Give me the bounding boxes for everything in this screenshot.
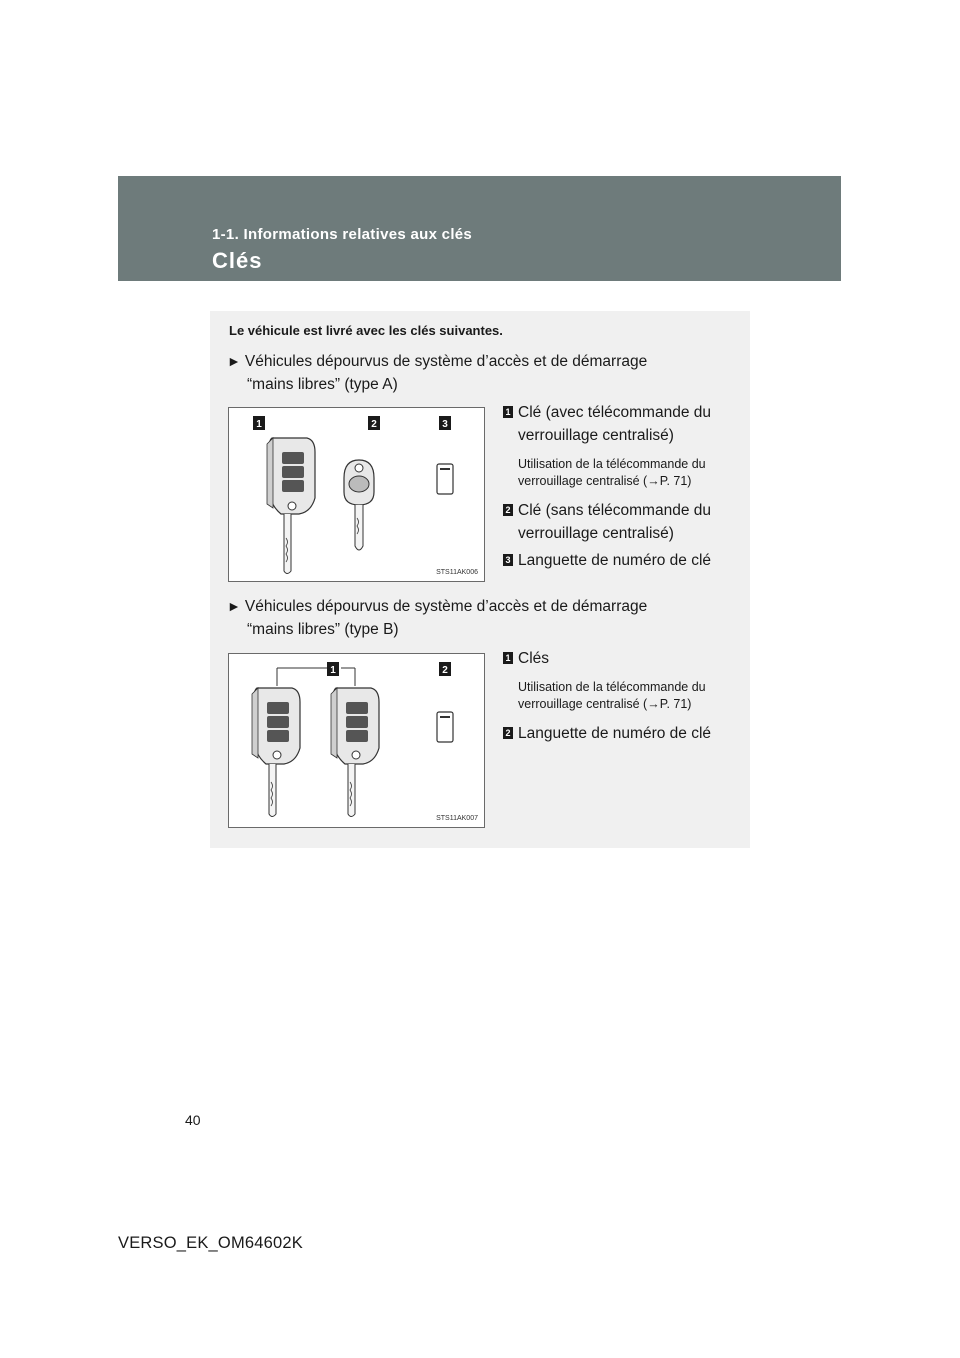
legend-item [503, 549, 735, 572]
keys-illustration-a [229, 408, 484, 581]
page-title: Clés [212, 248, 263, 273]
bullet-arrow-icon: ► [227, 598, 241, 614]
legend-number: 3 [503, 554, 513, 566]
figure-code: STS11AK007 [436, 815, 478, 822]
remote-key-icon [267, 438, 315, 574]
bullet-arrow-icon: ► [227, 353, 241, 369]
section-title: 1-1. Informations relatives aux clés [212, 226, 473, 243]
bullet-text-cont: “mains libres” (type B) [247, 621, 399, 638]
callout-label-1: 1 [256, 419, 262, 430]
bullet-type-b [227, 595, 727, 641]
figure-keys-type-b [228, 653, 485, 828]
keys-illustration-b [229, 654, 484, 827]
legend-text: Languette de numéro de clé [518, 552, 712, 569]
key-number-tag-icon [437, 464, 453, 494]
legend-type-a [503, 401, 735, 572]
page-number: 40 [185, 1112, 201, 1128]
legend-item [503, 499, 735, 545]
legend-item [503, 401, 735, 447]
legend-item [503, 647, 735, 670]
legend-note: Utilisation de la télécommande du verrouillage centralisé (→P. 71) [518, 457, 706, 488]
content-panel [210, 311, 750, 848]
legend-text: Languette de numéro de clé [518, 725, 712, 742]
bullet-text-cont: “mains libres” (type A) [247, 376, 398, 393]
remote-key-icon [252, 688, 300, 817]
remote-key-icon [331, 688, 379, 817]
section-header [118, 176, 841, 281]
legend-number: 1 [503, 652, 513, 664]
bullet-type-a [227, 350, 727, 396]
legend-number: 2 [503, 504, 513, 516]
legend-note: Utilisation de la télécommande du verrouillage centralisé (→P. 71) [518, 680, 706, 711]
legend-number: 2 [503, 727, 513, 739]
callout-label-2: 2 [442, 665, 448, 676]
figure-keys-type-a [228, 407, 485, 582]
legend-item [503, 722, 735, 745]
bullet-text: Véhicules dépourvus de système d’accès et de démarrage [244, 598, 648, 615]
legend-type-b [503, 647, 735, 745]
legend-number: 1 [503, 406, 513, 418]
intro-text: Le véhicule est livré avec les clés suivantes. [229, 323, 503, 338]
callout-label-3: 3 [442, 419, 448, 430]
callout-label-1: 1 [330, 665, 336, 676]
key-number-tag-icon [437, 712, 453, 742]
plain-key-icon [344, 460, 374, 550]
figure-code: STS11AK006 [436, 569, 478, 576]
document-id: VERSO_EK_OM64602K [118, 1234, 303, 1252]
callout-label-2: 2 [371, 419, 377, 430]
legend-text: Clés [518, 650, 550, 667]
legend-text: Clé (sans télécommande du verrouillage centralisé) [518, 502, 711, 542]
bullet-text: Véhicules dépourvus de système d’accès et de démarrage [244, 353, 648, 370]
legend-text: Clé (avec télécommande du verrouillage centralisé) [518, 404, 711, 444]
